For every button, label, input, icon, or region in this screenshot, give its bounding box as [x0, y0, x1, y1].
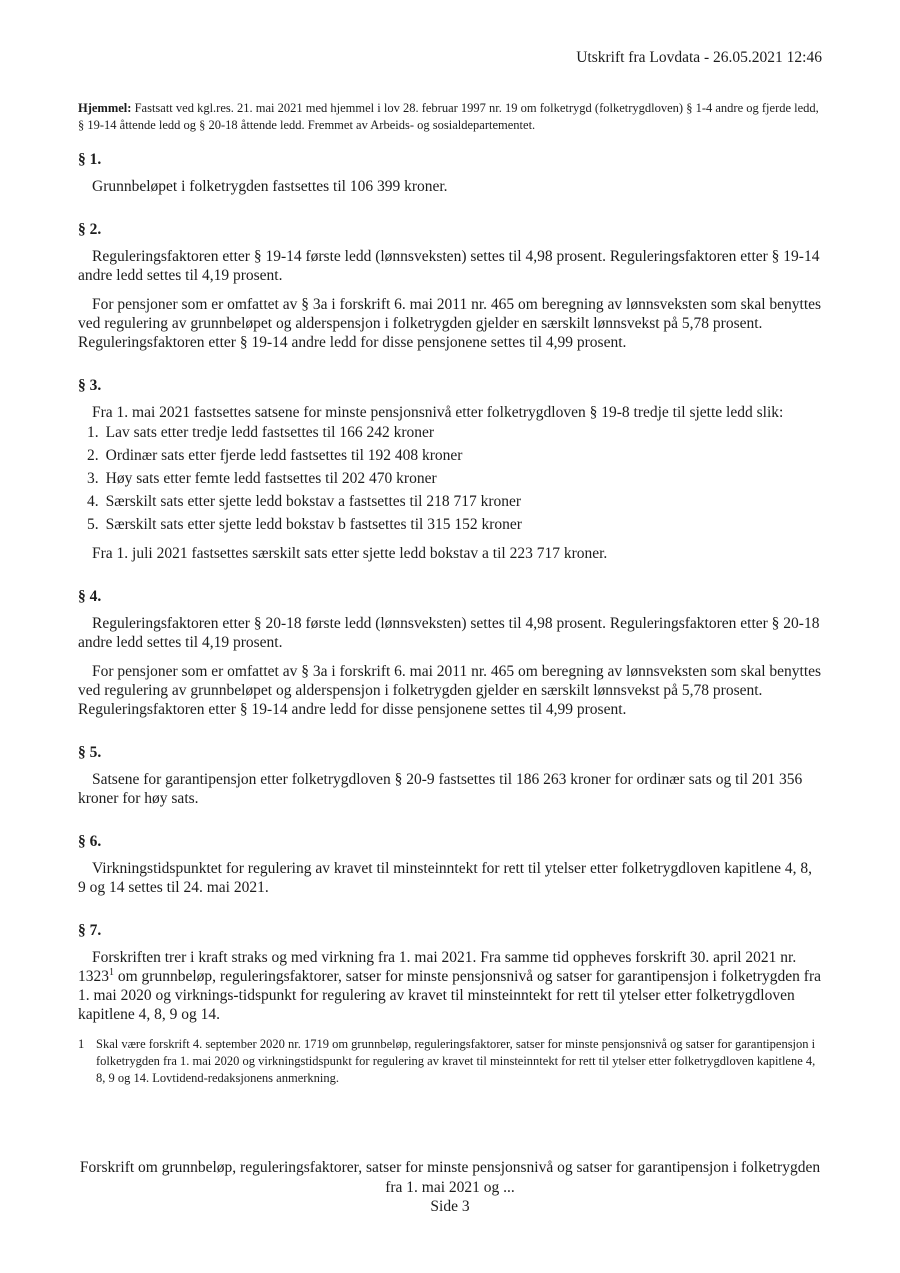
hjemmel-note: [78, 100, 822, 134]
section-4-heading: § 4.: [78, 588, 102, 605]
list-item: [78, 515, 822, 534]
list-item: [78, 469, 822, 488]
footnote-reference: 1: [109, 966, 114, 978]
section-5-heading: § 5.: [78, 744, 102, 761]
section-1-paragraph-1: Grunnbeløpet i folketrygden fastsettes til 106 399 kroner.: [92, 178, 448, 195]
list-item-number: 5.: [87, 516, 99, 533]
section-4-paragraph-2: For pensjoner som er omfattet av § 3a i forskrift 6. mai 2011 nr. 465 om beregning av lønnsveksten som skal benyttes ved regulering av grunnbeløpet og alderspensjon i folketrygden gjelder en særskilt lønnsvekst på 5,78 prosent. Reguleringsfaktoren etter § 19-14 andre ledd for disse pensjonene settes til 4,99 prosent.: [78, 663, 822, 718]
footnote: [78, 1036, 822, 1087]
section-7-paragraph-1: [78, 948, 822, 1024]
list-item-text: Ordinær sats etter fjerde ledd fastsettes til 192 408 kroner: [105, 447, 463, 464]
hjemmel-label: Hjemmel:: [78, 101, 132, 115]
list-item-number: 4.: [87, 493, 99, 510]
section-7-text-after-ref: om grunnbeløp, reguleringsfaktorer, satser for minste pensjonsnivå og satser for garantipensjon i folketrygden fra 1. mai 2020 og virknings-tidspunkt for regulering av kravet til minsteinntekt for rett til ytelser etter folketrygdloven kapitlene 4, 8, 9 og 14.: [78, 968, 822, 1023]
list-item-number: 1.: [87, 424, 99, 441]
list-item-text: Høy sats etter femte ledd fastsettes til 202 470 kroner: [105, 470, 437, 487]
section-7-heading: § 7.: [78, 922, 102, 939]
list-item-text: Særskilt sats etter sjette ledd bokstav b fastsettes til 315 152 kroner: [105, 516, 522, 533]
section-2-paragraph-2: For pensjoner som er omfattet av § 3a i forskrift 6. mai 2011 nr. 465 om beregning av lønnsveksten som skal benyttes ved regulering av grunnbeløpet og alderspensjon i folketrygden gjelder en særskilt lønnsvekst på 5,78 prosent. Reguleringsfaktoren etter § 19-14 andre ledd for disse pensjonene settes til 4,99 prosent.: [78, 296, 822, 351]
section-1-heading: § 1.: [78, 151, 102, 168]
list-item: [78, 423, 822, 442]
page-number: Side 3: [430, 1198, 470, 1215]
hjemmel-text: Fastsatt ved kgl.res. 21. mai 2021 med hjemmel i lov 28. februar 1997 nr. 19 om folketrygd (folketrygdloven) § 1-4 andre og fjerde ledd, § 19-14 åttende ledd og § 20-18 åttende ledd. Fremmet av Arbeids- og sosialdepartementet.: [78, 101, 819, 132]
print-timestamp: Utskrift fra Lovdata - 26.05.2021 12:46: [576, 49, 822, 66]
rate-list: [78, 423, 822, 534]
section-2-paragraph-1: Reguleringsfaktoren etter § 19-14 første ledd (lønnsveksten) settes til 4,98 prosent. Reguleringsfaktoren etter § 19-14 andre ledd settes til 4,19 prosent.: [78, 248, 820, 284]
list-item-text: Særskilt sats etter sjette ledd bokstav a fastsettes til 218 717 kroner: [105, 493, 522, 510]
section-7-text-before-ref: Forskriften trer i kraft straks og med virkning fra 1. mai 2021. Fra samme tid oppheves forskrift 30. april 2021 nr. 1323: [78, 949, 797, 985]
list-item: [78, 446, 822, 465]
section-5-paragraph-1: Satsene for garantipensjon etter folketrygdloven § 20-9 fastsettes til 186 263 kroner for ordinær sats og til 201 356 kroner for høy sats.: [78, 771, 803, 807]
section-3-heading: § 3.: [78, 377, 102, 394]
footnote-text: Skal være forskrift 4. september 2020 nr. 1719 om grunnbeløp, reguleringsfaktorer, satser for minste pensjonsnivå og satser for garantipensjon i folketrygden fra 1. mai 2020 og virkningstidspunkt for regulering av kravet til minsteinntekt for rett til ytelser etter folketrygdloven kapitlene 4, 8, 9 og 14. Lovtidend-redaksjonens anmerkning.: [96, 1037, 816, 1085]
section-3-closing: Fra 1. juli 2021 fastsettes særskilt sats etter sjette ledd bokstav a til 223 717 kroner.: [92, 545, 608, 562]
section-2-heading: § 2.: [78, 221, 102, 238]
document-footer: [78, 1158, 822, 1217]
list-item-number: 2.: [87, 447, 99, 464]
section-6-paragraph-1: Virkningstidspunktet for regulering av kravet til minsteinntekt for rett til ytelser etter folketrygdloven kapitlene 4, 8, 9 og 14 settes til 24. mai 2021.: [78, 860, 813, 896]
list-item: [78, 492, 822, 511]
list-item-text: Lav sats etter tredje ledd fastsettes til 166 242 kroner: [105, 424, 435, 441]
document-title: Forskrift om grunnbeløp, reguleringsfaktorer, satser for minste pensjonsnivå og satser for garantipensjon i folketrygden fra 1. mai 2021 og ...: [79, 1159, 821, 1196]
section-3-intro: Fra 1. mai 2021 fastsettes satsene for minste pensjonsnivå etter folketrygdloven § 19-8 tredje til sjette ledd slik:: [92, 404, 784, 421]
section-6-heading: § 6.: [78, 833, 102, 850]
section-4-paragraph-1: Reguleringsfaktoren etter § 20-18 første ledd (lønnsveksten) settes til 4,98 prosent. Reguleringsfaktoren etter § 20-18 andre ledd settes til 4,19 prosent.: [78, 615, 820, 651]
footnote-marker: 1: [78, 1037, 85, 1051]
list-item-number: 3.: [87, 470, 99, 487]
